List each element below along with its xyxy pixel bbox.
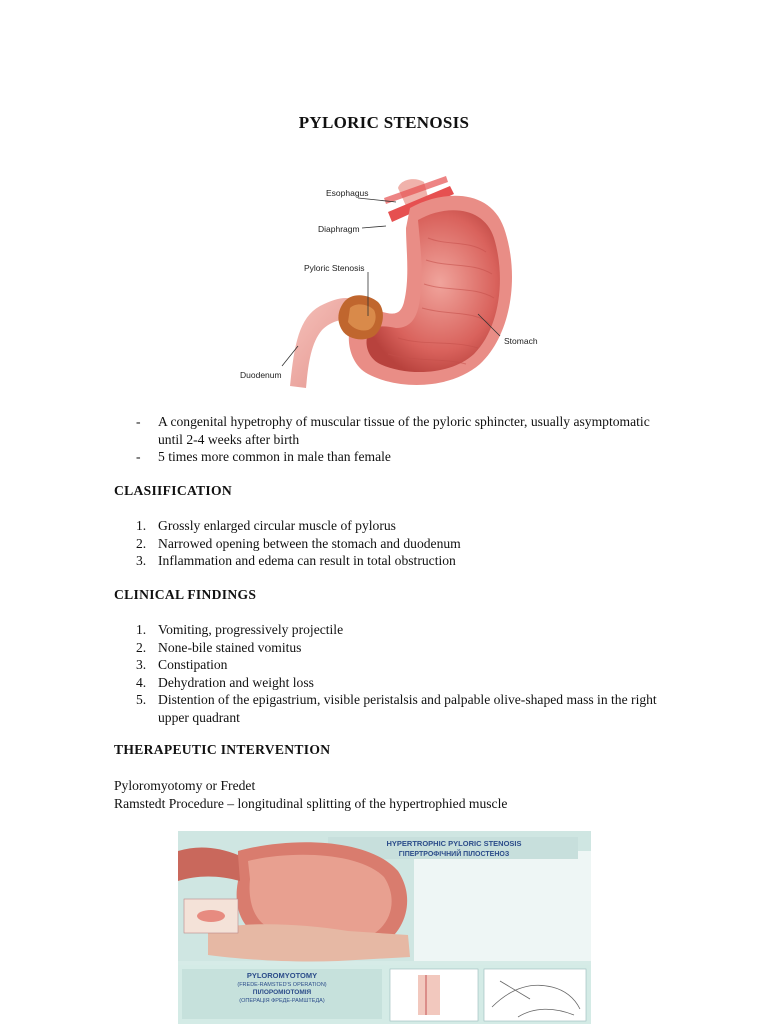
section-heading-classification: CLASIIFICATION [114, 483, 233, 498]
section-heading-clinical-findings: CLINICAL FINDINGS [114, 587, 257, 602]
classification-list [114, 517, 674, 570]
label-stomach: Stomach [504, 336, 538, 346]
clinical-findings-list [114, 621, 674, 726]
label-pyloric-stenosis: Pyloric Stenosis [304, 263, 365, 273]
poster-sub-en: PYLOROMYOTOMY [246, 971, 318, 980]
list-item: 2. None-bile stained vomitus [136, 639, 302, 655]
label-esophagus: Esophagus [326, 188, 369, 198]
list-item: - 5 times more common in male than female [136, 449, 391, 464]
label-duodenum: Duodenum [240, 370, 282, 380]
section-heading-therapeutic: THERAPEUTIC INTERVENTION [114, 742, 331, 757]
list-item: 1. Vomiting, progressively projectile [136, 622, 344, 637]
therapeutic-line-1: Pyloromyotomy or Fredet [114, 778, 256, 793]
poster-sub-uk2: (ОПЕРАЦІЯ ФРЕДЕ-РАМШТЕДА) [239, 998, 325, 1004]
list-item: 3. Constipation [136, 657, 228, 672]
list-item: 4. Dehydration and weight loss [136, 674, 314, 690]
therapeutic-line-2: Ramstedt Procedure – longitudinal splitting of the hypertrophied muscle [114, 796, 508, 811]
page-title: PYLORIC STENOSIS [298, 113, 470, 132]
stomach-diagram [228, 168, 550, 396]
list-item: 2. Narrowed opening between the stomach and duodenum [136, 535, 461, 551]
label-diaphragm: Diaphragm [318, 224, 360, 234]
poster-title-uk: ГІПЕРТРОФІЧНИЙ ПІЛОСТЕНОЗ [398, 851, 510, 858]
poster-sub-uk: ПІЛОРОМІОТОМІЯ [252, 989, 312, 996]
poster-title-en: HYPERTROPHIC PYLORIC STENOSIS [386, 839, 522, 848]
poster-sub-en2: (FREDE-RAMSTED'S OPERATION) [237, 982, 327, 988]
list-item: 5. Distention of the epigastrium, visible peristalsis and palpable olive-shaped mass in the right upper quadrant [136, 692, 657, 725]
list-item: 1. Grossly enlarged circular muscle of pylorus [136, 518, 396, 533]
list-item: - A congenital hypetrophy of muscular tissue of the pyloric sphincter, usually asymptomatic until 2-4 weeks after birth [136, 414, 650, 447]
pyloromyotomy-poster [178, 831, 591, 1024]
list-item: 3. Inflammation and edema can result in total obstruction [136, 553, 456, 568]
intro-bullet-list [114, 413, 674, 466]
